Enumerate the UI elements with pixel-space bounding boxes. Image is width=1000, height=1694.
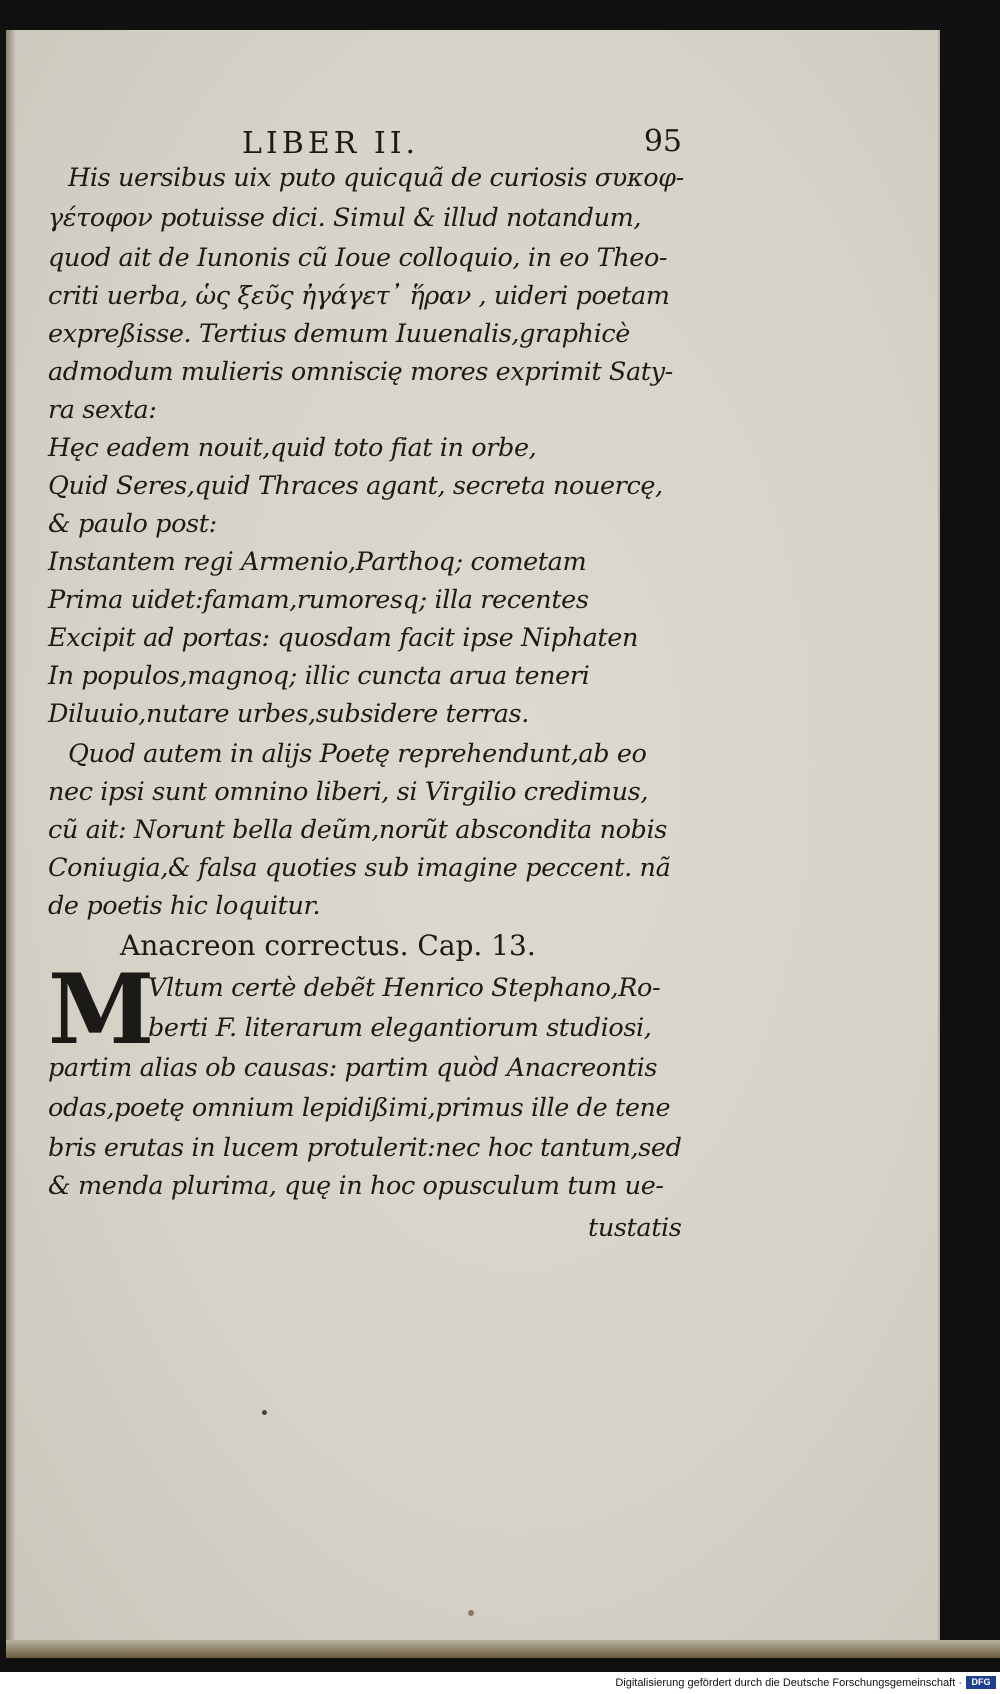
text-line: His uersibus uix puto quicquã de curiosis συκοφ-: [68, 163, 684, 193]
paper-speck: [262, 1410, 267, 1415]
paper-speck: [468, 1610, 474, 1616]
text-line: ra sexta:: [48, 395, 157, 425]
folio-number: 95: [643, 124, 682, 159]
verse-line: Diluuio,nutare urbes,subsidere terras.: [48, 699, 529, 729]
text-line: admodum mulieris omniscię mores exprimit Saty-: [48, 357, 673, 387]
text-line: quod ait de Iunonis cũ Ioue colloquio, in eo Theo-: [48, 243, 668, 273]
text-line: de poetis hic loquitur.: [48, 891, 321, 921]
drop-cap-initial: M: [48, 953, 154, 1066]
digitization-credit: Digitalisierung gefördert durch die Deutsche Forschungsgemeinschaft ·: [615, 1677, 962, 1689]
verse-line: Excipit ad portas: quosdam facit ipse Niphaten: [48, 623, 638, 653]
verse-line: In populos,magnoq; illic cuncta arua teneri: [48, 661, 590, 691]
text-line: Quod autem in alijs Poetę reprehendunt,ab eo: [68, 739, 647, 769]
text-line: cũ ait: Norunt bella deũm,norũt abscondita nobis: [48, 815, 667, 845]
text-line: γέτοφον potuisse dici. Simul & illud notandum,: [48, 203, 642, 233]
page-gutter-shadow: [6, 30, 16, 1655]
text-line: & paulo post:: [48, 509, 217, 539]
text-line: odas,poetę omnium lepidißimi,primus ille de tene: [48, 1093, 671, 1123]
running-title: LIBER II.: [242, 126, 420, 161]
dfg-logo: DFG: [966, 1676, 996, 1689]
digitization-footer: [0, 1672, 1000, 1694]
text-line: partim alias ob causas: partim quòd Anacreontis: [48, 1053, 658, 1083]
text-line: criti uerba, ὡς ξεῦς ἠγάγετ᾽ ἥραν , uideri poetam: [48, 281, 670, 311]
text-line: bris erutas in lucem protulerit:nec hoc tantum,sed: [48, 1133, 682, 1163]
verse-line: Prima uidet:famam,rumoresq; illa recentes: [48, 585, 589, 615]
catchword: tustatis: [588, 1213, 682, 1243]
text-line: expreßisse. Tertius demum Iuuenalis,graphicè: [48, 319, 630, 349]
text-line: Vltum certè debẽt Henrico Stephano,Ro-: [148, 973, 661, 1003]
text-line: & menda plurima, quę in hoc opusculum tum ue-: [48, 1171, 664, 1201]
text-line: berti F. literarum elegantiorum studiosi,: [148, 1013, 652, 1043]
verse-line: Instantem regi Armenio,Parthoq; cometam: [48, 547, 587, 577]
text-line: Coniugia,& falsa quoties sub imagine peccent. nã: [48, 853, 671, 883]
chapter-heading: Anacreon correctus. Cap. 13.: [120, 929, 536, 962]
page-bottom-edge: [6, 1640, 1000, 1658]
verse-line: Hęc eadem nouit,quid toto fiat in orbe,: [48, 433, 537, 463]
text-line: nec ipsi sunt omnino liberi, si Virgilio credimus,: [48, 777, 649, 807]
verse-line: Quid Seres,quid Thraces agant, secreta nouercę,: [48, 471, 663, 501]
